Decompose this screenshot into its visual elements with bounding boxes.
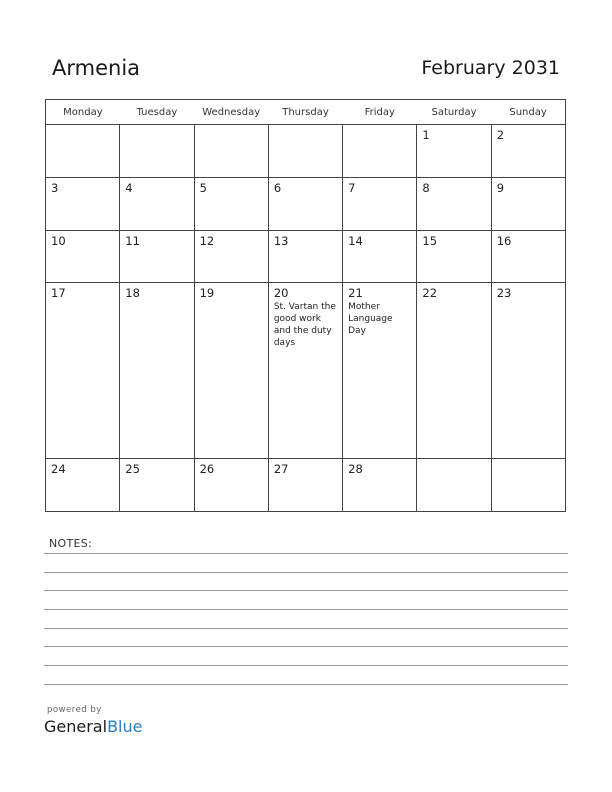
weekday-sunday: Sunday <box>491 100 565 125</box>
day-cell <box>46 125 120 178</box>
month-title: February 2031 <box>421 57 560 79</box>
day-cell <box>491 459 565 512</box>
day-cell <box>417 177 491 230</box>
day-number: 9 <box>496 180 505 195</box>
week-row <box>46 230 566 283</box>
week-row <box>46 177 566 230</box>
weekday-thursday: Thursday <box>268 100 342 125</box>
day-number: 12 <box>199 233 215 248</box>
day-cell <box>120 283 194 459</box>
day-cell <box>194 177 268 230</box>
weekday-tuesday: Tuesday <box>120 100 194 125</box>
weekday-saturday: Saturday <box>417 100 491 125</box>
day-cell <box>46 230 120 283</box>
day-number: 15 <box>422 233 438 248</box>
week-row <box>46 125 566 178</box>
notes-line <box>44 590 568 591</box>
notes-line <box>44 665 568 666</box>
day-cell <box>268 177 342 230</box>
day-cell <box>120 230 194 283</box>
day-cell <box>194 283 268 459</box>
day-number: 5 <box>199 180 207 195</box>
day-number: 27 <box>273 462 289 477</box>
notes-line <box>44 646 568 647</box>
powered-by-text: powered by <box>47 705 102 715</box>
weekday-header-row <box>46 100 566 125</box>
notes-line <box>44 572 568 573</box>
day-cell <box>417 459 491 512</box>
week-row <box>46 459 566 512</box>
day-cell <box>268 459 342 512</box>
day-cell <box>343 230 417 283</box>
day-number: 18 <box>125 286 140 301</box>
day-number: 4 <box>125 180 133 195</box>
brand-blue: Blue <box>107 717 143 736</box>
day-number: 21 <box>348 286 363 301</box>
generalblue-logo <box>44 717 142 736</box>
day-cell <box>417 230 491 283</box>
day-cell <box>120 459 194 512</box>
day-cell <box>46 283 120 459</box>
notes-line <box>44 609 568 610</box>
day-number: 22 <box>422 286 438 301</box>
day-cell <box>343 283 417 459</box>
day-cell <box>343 125 417 178</box>
country-title: Armenia <box>52 56 141 80</box>
day-number: 19 <box>199 286 215 301</box>
day-cell <box>194 230 268 283</box>
notes-line <box>44 628 568 629</box>
day-cell <box>268 230 342 283</box>
day-cell <box>194 125 268 178</box>
week-row <box>46 283 566 459</box>
day-cell <box>268 125 342 178</box>
day-cell <box>343 177 417 230</box>
holiday-label: St. Vartan the good work and the duty days <box>273 302 336 349</box>
holiday-label: Mother Language Day <box>348 302 393 337</box>
day-cell <box>46 177 120 230</box>
day-cell <box>268 283 342 459</box>
day-number: 16 <box>496 233 512 248</box>
day-cell <box>491 177 565 230</box>
day-cell <box>120 125 194 178</box>
weekday-monday: Monday <box>46 100 120 125</box>
day-number: 26 <box>199 462 215 477</box>
day-cell <box>417 283 491 459</box>
day-number: 10 <box>51 233 66 248</box>
day-number: 1 <box>422 128 430 142</box>
day-number: 8 <box>422 180 430 195</box>
day-number: 23 <box>496 286 512 301</box>
day-number: 11 <box>125 233 140 248</box>
day-number: 28 <box>348 462 363 477</box>
notes-label: NOTES: <box>49 537 93 550</box>
day-number: 13 <box>273 233 289 248</box>
day-cell <box>417 125 491 178</box>
day-number: 20 <box>273 286 289 301</box>
day-cell <box>120 177 194 230</box>
day-cell <box>491 230 565 283</box>
day-number: 24 <box>51 462 66 477</box>
weekday-friday: Friday <box>343 100 417 125</box>
day-number: 7 <box>348 180 356 195</box>
day-number: 14 <box>348 233 363 248</box>
day-cell <box>343 459 417 512</box>
day-number: 6 <box>273 180 282 195</box>
day-number: 25 <box>125 462 140 477</box>
brand-general: General <box>44 717 108 736</box>
weekday-wednesday: Wednesday <box>194 100 268 125</box>
day-number: 2 <box>496 128 505 142</box>
day-number: 17 <box>51 286 66 301</box>
day-cell <box>46 459 120 512</box>
day-cell <box>491 125 565 178</box>
day-number: 3 <box>51 180 59 195</box>
notes-line <box>44 553 568 554</box>
day-cell <box>194 459 268 512</box>
day-cell <box>491 283 565 459</box>
notes-line <box>44 684 568 685</box>
calendar-grid <box>45 99 566 512</box>
